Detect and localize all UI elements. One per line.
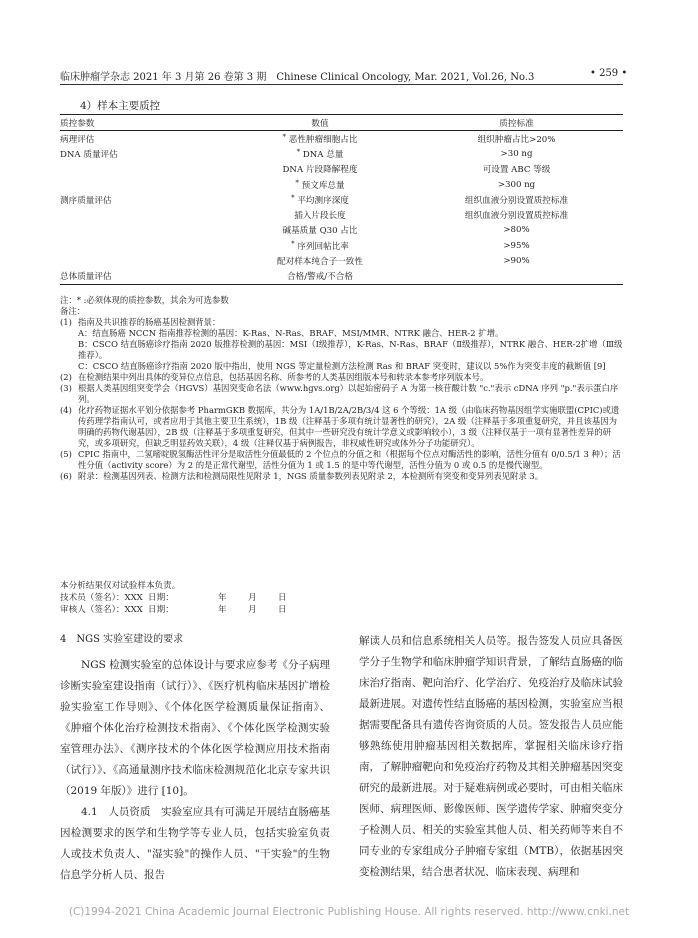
signoff-date-label: 日期：	[148, 605, 174, 615]
cell-standard: 可设置 ABC 等级	[482, 165, 551, 176]
note-number: (2)	[60, 372, 72, 382]
cell-param	[60, 223, 230, 238]
cell-value	[230, 223, 410, 238]
note-item	[60, 471, 625, 482]
header-rule	[60, 84, 623, 85]
note-line: 化疗药物证据水平划分依据参考 PharmGKB 数据库，共分为 1A/1B/2A/2B/3/4 这 6 个等级：1A 级（由临床药物基因组学实施联盟(CPIC)或遗传药理学指南认可，或者应用于其他主要卫生系统），1B 级（注释基于多项有统计显著性的研究），2A 级（注释基于多项重复研究，并且该基因为明确的药物代谢基因），2B 级（注释基于多项重复研究，但其中一些研究没有统计学意义或影响较小），3 级（注释仅基于一项有显著性差异的研究，或多项研究，但缺乏明显药效关联），4 级（注释仅基于病例报告，非权威性研究或体外分子功能研究）。	[78, 405, 620, 448]
right-column	[359, 631, 623, 883]
note-remark-label: 备注：	[60, 306, 86, 316]
cell-param	[60, 162, 230, 177]
cell-param	[60, 177, 230, 192]
table-row	[60, 253, 623, 268]
required-marker: *	[291, 193, 295, 202]
note-star-legend: 注：* :必须体现的质控参数，其余为可选参数	[60, 295, 229, 305]
cell-value	[230, 146, 410, 161]
section-heading: 4 NGS 实验室建设的要求	[60, 634, 184, 645]
table-row	[60, 131, 623, 147]
table-row	[60, 192, 623, 207]
running-header: 临床肿瘤学杂志 2021 年 3 月第 26 卷第 3 期 Chinese Clinical Oncology, Mar. 2021, Vol.26, No.3	[60, 72, 535, 83]
cell-param: DNA 质量评估	[60, 149, 118, 160]
paragraph: 解读人员和信息系统相关人员等。报告签发人员应具备医学分子生物学和临床肿瘤学知识背景，了解结直肠癌的临床治疗指南、靶向治疗、化学治疗、免疫治疗及临床试验最新进展。对遗传性结直肠癌的基因检测，实验室应当根据需要配备具有遗传咨询资质的人员。签发报告人员应能够熟练使用肿瘤基因相关数据库，掌握相关临床诊疗指南，了解肿瘤靶向和免疫治疗药物及其相关肿瘤基因突变研究的最新进展。对于疑难病例或必要时，可由相关临床医师、病理医师、影像医师、医学遗传学家、肿瘤突变分子检测人员、相关的实验室其他人员、相关药师等来自不同专业的专家组成分子肿瘤专家组（MTB），依据基因突变检测结果，结合患者状况、临床表现、病理和	[359, 635, 623, 878]
table-row	[60, 223, 623, 238]
signoff-month: 月	[248, 605, 257, 615]
note-line: 附录：检测基因列表、检测方法和检测局限性见附录 1，NGS 质量参数列表见附录 2，本检测所有突变和变异列表见附录 3。	[78, 471, 544, 481]
note-item	[60, 317, 625, 372]
note-number: (5)	[60, 449, 72, 459]
note-line: B：CSCO 结直肠癌诊疗指南 2020 版推荐检测的基因：MSI（Ⅰ级推荐），K-Ras、N-Ras、BRAF（Ⅱ级推荐），NTRK 融合、HER-2扩增（Ⅲ级推荐）。	[78, 339, 623, 360]
cell-value	[230, 207, 410, 222]
signoff-date-label: 日期：	[148, 593, 174, 603]
note-line: CPIC 指南中，二氢嘧啶脱氢酶活性评分是取活性分值最低的 2 个位点的分值之和（根据每个位点对酶活性的影响，活性分值有 0/0.5/1 3 种）；活性分值（activity score）为 2 的是正常代谢型，活性分值为 1 或 1.5 的是中等代谢型，活性分值为 0 或 0.5 的是慢代谢型。	[78, 449, 621, 470]
table-row	[60, 146, 623, 161]
signoff-row	[60, 592, 287, 604]
header-value: 数值	[230, 115, 410, 131]
cell-param: 测序质量评估	[60, 195, 112, 206]
cell-param: 病理评估	[60, 134, 95, 145]
note-number: (1)	[60, 317, 72, 327]
signoff-day: 日	[278, 605, 287, 615]
page-number: • 259 •	[590, 68, 628, 79]
note-number: (4)	[60, 405, 72, 415]
note-number: (6)	[60, 471, 72, 481]
note-item	[60, 449, 625, 471]
signoff-role: 技术员（签名）：XXX	[60, 593, 143, 603]
signoff-statement: 本分析结果仅对试验样本负责。	[60, 581, 181, 591]
paragraph: 4.1 人员资质 实验室应具有可满足开展结直肠癌基因检测要求的医学和生物学等专业人员，包括实验室负责人或技术负责人、"湿实验"的操作人员、"干实验"的生物信息学分析人员、报告	[60, 806, 330, 881]
signoff-role: 审核人（签名）：XXX	[60, 605, 143, 615]
required-marker: *	[296, 147, 301, 156]
cell-value	[230, 131, 410, 147]
header-param: 质控参数	[60, 115, 230, 131]
cell-value-text: DNA 总量	[302, 149, 344, 160]
cell-standard: >90%	[503, 256, 530, 267]
cell-param	[60, 207, 230, 222]
required-marker: *	[291, 239, 295, 248]
signoff-day: 日	[278, 593, 287, 603]
signoff-row	[60, 604, 287, 616]
qc-table	[60, 114, 623, 285]
cell-value-text: 平均测序深度	[297, 195, 349, 206]
cell-param	[60, 253, 230, 268]
cell-value-text: 配对样本纯合子一致性	[277, 257, 363, 268]
note-line: 指南及共识推荐的肠癌基因检测背景：	[78, 317, 221, 327]
cell-standard: >95%	[503, 240, 530, 251]
table-header-row	[60, 115, 623, 131]
table-row	[60, 238, 623, 253]
paragraph: NGS 检测实验室的总体设计与要求应参考《分子病理诊断实验室建设指南（试行）》、《医疗机构临床基因扩增检验实验室工作导则》、《个体化医学检测质量保证指南》、《肿瘤个体化治疗检测技术指南》、《个体化医学检测实验室管理办法》、《测序技术的个体化医学检测应用技术指南（试行）》、《高通量测序技术临床检测规范化北京专家共识（2019 年版）》进行 [10]。	[60, 659, 330, 797]
cell-value-text: 序列回帖比率	[297, 241, 349, 252]
note-line: 根据人类基因组突变学会（HGVS）基因突变命名法（www.hgvs.org）以起始密码子 A 为第一核苷酸计数 "c."表示 cDNA 序列 "p."表示蛋白序列。	[78, 383, 619, 404]
note-item	[60, 405, 625, 449]
note-line: C：CSCO 结直肠癌诊疗指南 2020 版中指出，使用 NGS 等定量检测方法检测 Ras 和 BRAF 突变时，建议以 5%作为突变丰度的截断值 [9]	[78, 361, 606, 371]
copyright-footer: (C)1994-2021 China Academic Journal Electronic Publishing House. All rights reserved. http://www.cnki.net	[68, 906, 630, 918]
required-marker: *	[282, 132, 286, 141]
cell-value-text: 插入片段长度	[294, 211, 346, 222]
note-line: A：结直肠癌 NCCN 指南推荐检测的基因：K-Ras、N-Ras、BRAF、MSI/MMR、NTRK 融合、HER-2 扩增。	[78, 328, 504, 338]
cell-standard: >300 ng	[497, 179, 536, 190]
table-row	[60, 162, 623, 177]
cell-standard: >30 ng	[500, 148, 533, 159]
signoff-block	[60, 580, 287, 616]
cell-value	[230, 192, 410, 207]
note-number: (3)	[60, 383, 72, 393]
cell-standard: 组织肿瘤占比>20%	[477, 134, 556, 145]
cell-value	[230, 162, 410, 177]
cell-standard: 组织血液分别设置质控标准	[464, 211, 569, 222]
cell-value-text: 预文库总量	[301, 180, 345, 191]
cell-value	[230, 269, 410, 285]
table-row	[60, 177, 623, 192]
cell-standard: >80%	[503, 225, 530, 236]
cell-value	[230, 238, 410, 253]
left-column	[60, 655, 330, 886]
cell-value	[230, 253, 410, 268]
table-row	[60, 269, 623, 285]
note-line: 在检测结果中列出具体的变异位点信息，包括基因名称、所参考的人类基因组版本号和转录本参考序列版本号。	[78, 372, 489, 382]
note-item	[60, 383, 625, 405]
note-item	[60, 372, 625, 383]
required-marker: *	[295, 178, 299, 187]
header-standard: 质控标准	[410, 115, 623, 131]
signoff-month: 月	[248, 593, 257, 603]
cell-value-text: 恶性肿瘤细胞占比	[288, 134, 358, 145]
cell-standard	[410, 269, 623, 285]
cell-param	[60, 238, 230, 253]
cell-value-text: 合格/警戒/不合格	[287, 272, 353, 283]
cell-value-text: 碱基质量 Q30 占比	[282, 226, 358, 237]
cell-standard: 组织血液分别设置质控标准	[464, 195, 569, 206]
cell-param: 总体质量评估	[60, 269, 230, 285]
table-notes	[60, 295, 625, 482]
signoff-year: 年	[218, 605, 227, 615]
cell-value	[230, 177, 410, 192]
cell-value-text: DNA 片段降解程度	[282, 165, 358, 176]
signoff-year: 年	[218, 593, 227, 603]
table-row	[60, 207, 623, 222]
subsection-title: 4）样本主要质控	[80, 100, 161, 112]
